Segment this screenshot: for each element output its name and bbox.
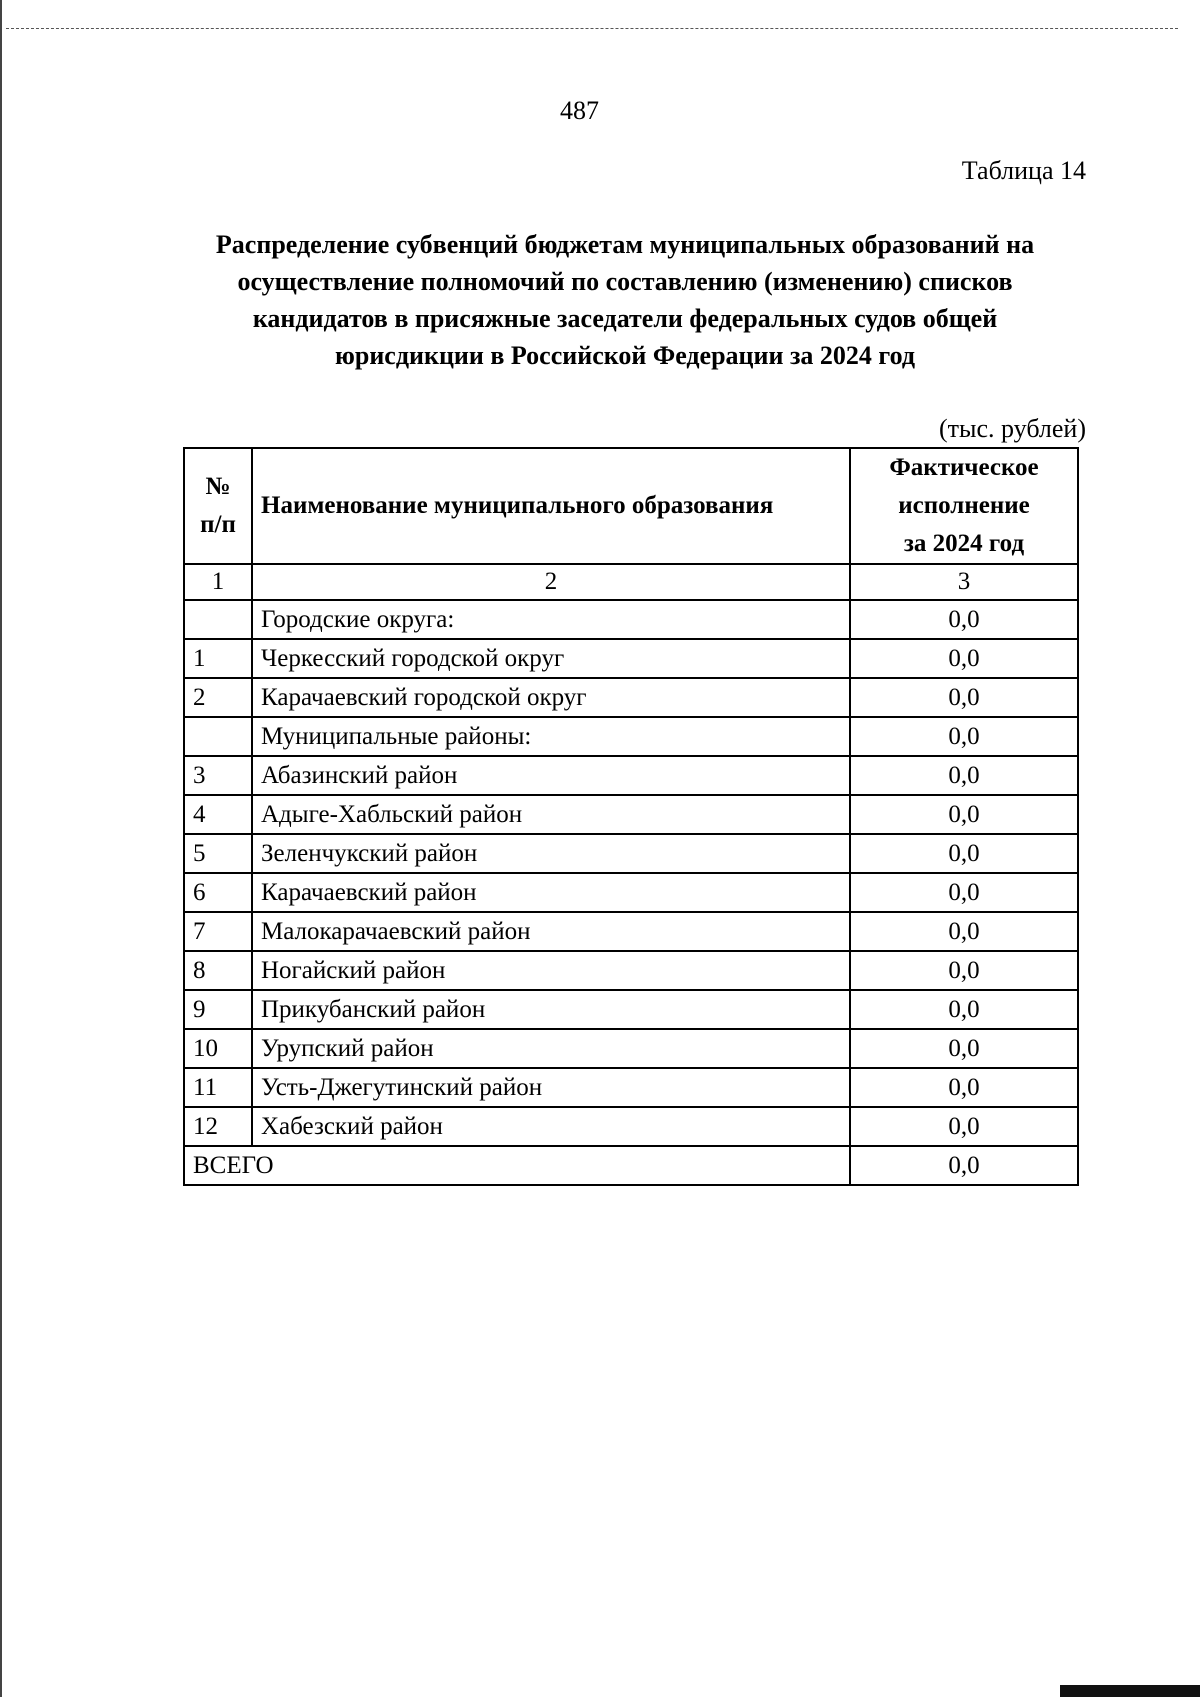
table-row <box>184 795 1078 834</box>
row-value: 0,0 <box>850 639 1078 678</box>
table-row <box>184 717 1078 756</box>
row-number: 1 <box>184 639 252 678</box>
row-name: Урупский район <box>252 1029 850 1068</box>
table-row <box>184 639 1078 678</box>
header-value <box>850 448 1078 564</box>
row-number: 4 <box>184 795 252 834</box>
table-row <box>184 1107 1078 1146</box>
table-row <box>184 990 1078 1029</box>
row-number: 12 <box>184 1107 252 1146</box>
row-name: Карачаевский район <box>252 873 850 912</box>
table-row <box>184 1029 1078 1068</box>
row-value: 0,0 <box>850 1029 1078 1068</box>
scan-edge-left <box>0 0 2 1697</box>
row-number: 6 <box>184 873 252 912</box>
units-label: (тыс. рублей) <box>938 414 1086 443</box>
subvention-table <box>183 447 1079 1186</box>
document-title <box>170 226 1080 374</box>
table-row <box>184 600 1078 639</box>
header-num-line: п/п <box>200 511 236 538</box>
row-value: 0,0 <box>850 951 1078 990</box>
row-name: Зеленчукский район <box>252 834 850 873</box>
title-line: осуществление полномочий по составлению (изменению) списков <box>237 267 1013 296</box>
title-line: Распределение субвенций бюджетам муниципальных образований на <box>215 230 1035 259</box>
row-name: Абазинский район <box>252 756 850 795</box>
row-number: 10 <box>184 1029 252 1068</box>
row-name: Прикубанский район <box>252 990 850 1029</box>
row-number: 7 <box>184 912 252 951</box>
row-value: 0,0 <box>850 912 1078 951</box>
header-name: Наименование муниципального образования <box>252 448 850 564</box>
row-name: Карачаевский городской округ <box>252 678 850 717</box>
row-name: Черкесский городской округ <box>252 639 850 678</box>
table-body <box>184 600 1078 1146</box>
title-line: кандидатов в присяжные заседатели федеральных судов общей <box>252 304 998 333</box>
header-row <box>184 448 1078 564</box>
header-value-line: Фактическое <box>889 454 1039 481</box>
row-name: Городские округа: <box>252 600 850 639</box>
table-row <box>184 834 1078 873</box>
row-name: Усть-Джегутинский район <box>252 1068 850 1107</box>
row-name: Малокарачаевский район <box>252 912 850 951</box>
header-num-line: № <box>205 473 231 500</box>
total-label: ВСЕГО <box>184 1146 850 1185</box>
scan-edge-top <box>6 28 1178 29</box>
row-value: 0,0 <box>850 600 1078 639</box>
table-row <box>184 951 1078 990</box>
header-value-line: исполнение <box>898 492 1030 519</box>
page-number: 487 <box>560 96 599 125</box>
row-number <box>184 600 252 639</box>
row-name: Хабезский район <box>252 1107 850 1146</box>
row-number: 9 <box>184 990 252 1029</box>
row-value: 0,0 <box>850 1107 1078 1146</box>
row-value: 0,0 <box>850 717 1078 756</box>
row-number: 3 <box>184 756 252 795</box>
column-number: 2 <box>252 564 850 600</box>
table-row <box>184 873 1078 912</box>
row-value: 0,0 <box>850 678 1078 717</box>
total-value: 0,0 <box>850 1146 1078 1185</box>
table-label: Таблица 14 <box>961 156 1086 185</box>
row-value: 0,0 <box>850 990 1078 1029</box>
header-value-line: за 2024 год <box>903 530 1025 557</box>
header-num <box>184 448 252 564</box>
total-row <box>184 1146 1078 1185</box>
row-number: 2 <box>184 678 252 717</box>
column-number: 3 <box>850 564 1078 600</box>
row-number: 5 <box>184 834 252 873</box>
table-row <box>184 1068 1078 1107</box>
row-number: 8 <box>184 951 252 990</box>
row-number <box>184 717 252 756</box>
table-row <box>184 756 1078 795</box>
table-row <box>184 912 1078 951</box>
row-name: Муниципальные районы: <box>252 717 850 756</box>
row-name: Адыге-Хабльский район <box>252 795 850 834</box>
row-value: 0,0 <box>850 873 1078 912</box>
column-numbers-row <box>184 564 1078 600</box>
row-value: 0,0 <box>850 795 1078 834</box>
table-row <box>184 678 1078 717</box>
row-value: 0,0 <box>850 834 1078 873</box>
row-number: 11 <box>184 1068 252 1107</box>
column-number: 1 <box>184 564 252 600</box>
title-line: юрисдикции в Российской Федерации за 2024 год <box>334 341 915 370</box>
row-value: 0,0 <box>850 756 1078 795</box>
row-value: 0,0 <box>850 1068 1078 1107</box>
row-name: Ногайский район <box>252 951 850 990</box>
scan-edge-bottom <box>1060 1685 1200 1697</box>
